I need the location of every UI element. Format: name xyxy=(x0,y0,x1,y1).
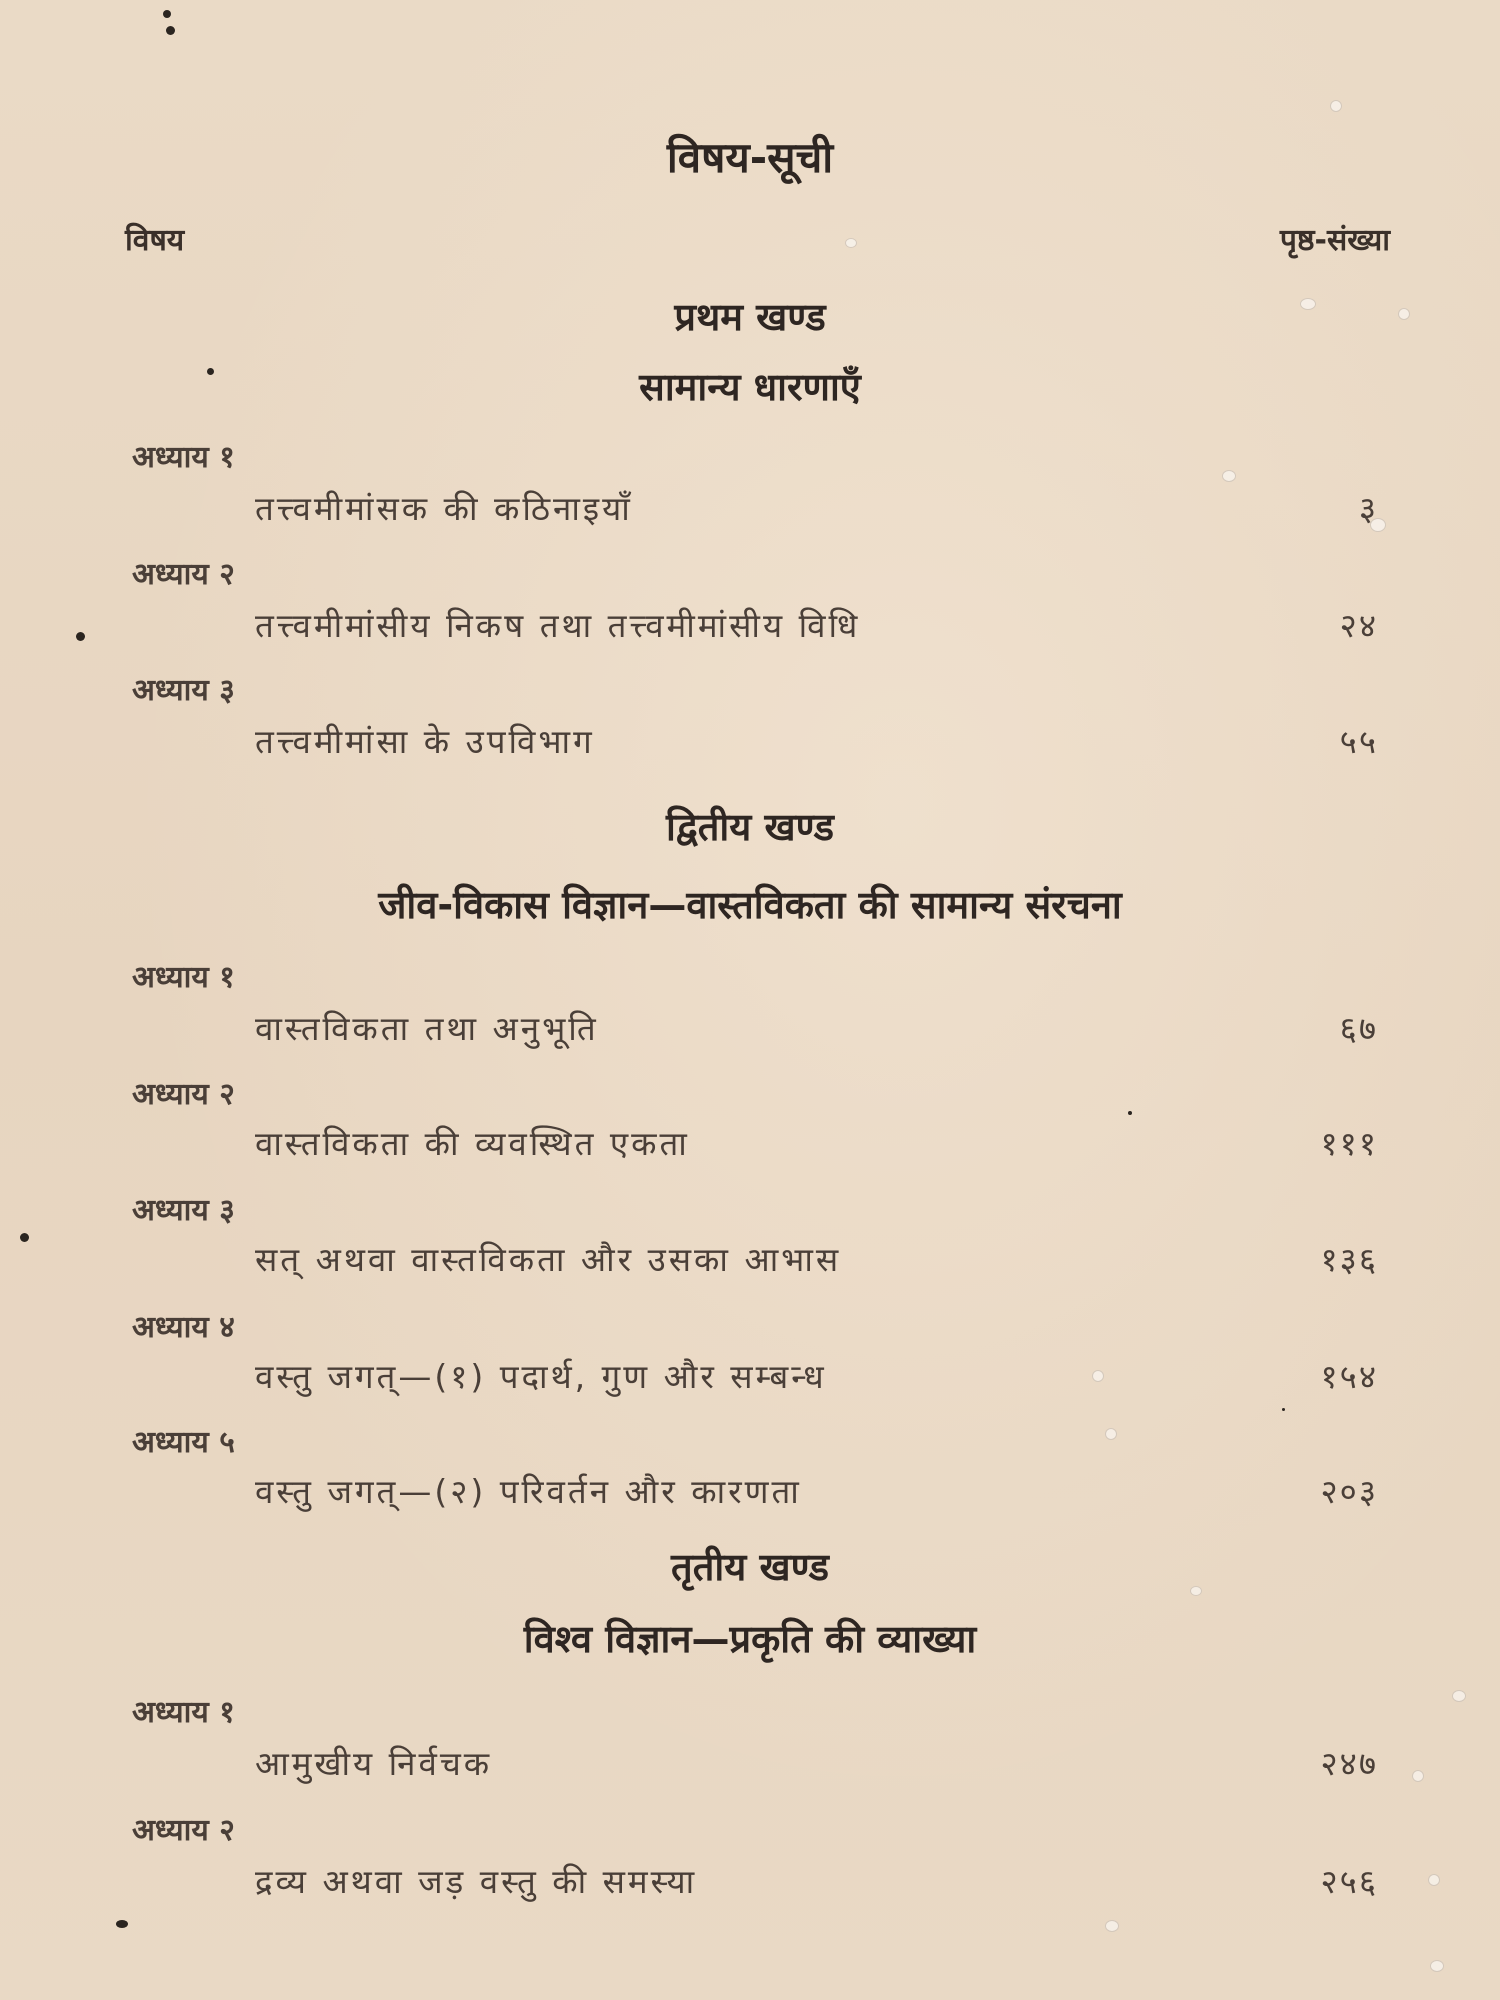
paper-speck xyxy=(116,1920,128,1928)
chapter-title: आमुखीय निर्वचक xyxy=(255,1744,493,1783)
column-header-subject: विषय xyxy=(125,223,185,258)
chapter-label: अध्याय ५ xyxy=(132,1425,235,1460)
chapter-title: वस्तु जगत्—(१) पदार्थ, गुण और सम्बन्ध xyxy=(255,1357,827,1396)
section-subtitle-3: विश्व विज्ञान—प्रकृति की व्याख्या xyxy=(523,1617,977,1661)
section-part-3: तृतीय खण्ड xyxy=(671,1545,829,1589)
section-part-2: द्वितीय खण्ड xyxy=(666,805,834,849)
chapter-page-number: ३ xyxy=(1358,489,1378,528)
chapter-label: अध्याय ३ xyxy=(132,1193,235,1228)
chapter-label: अध्याय १ xyxy=(132,960,235,995)
chapter-label: अध्याय २ xyxy=(132,557,235,592)
section-part-1: प्रथम खण्ड xyxy=(674,295,826,339)
paper-speck xyxy=(163,10,171,18)
chapter-page-number: १११ xyxy=(1320,1124,1378,1163)
chapter-page-number: २४७ xyxy=(1320,1744,1378,1783)
chapter-page-number: २०३ xyxy=(1320,1472,1378,1511)
chapter-page-number: २५६ xyxy=(1320,1862,1378,1901)
section-subtitle-2: जीव-विकास विज्ञान—वास्तविकता की सामान्य संरचना xyxy=(378,883,1122,927)
chapter-label: अध्याय १ xyxy=(132,1695,235,1730)
chapter-title: वास्तविकता तथा अनुभूति xyxy=(255,1009,599,1048)
chapter-label: अध्याय २ xyxy=(132,1813,235,1848)
chapter-title: तत्त्वमीमांसीय निकष तथा तत्त्वमीमांसीय विधि xyxy=(255,606,861,645)
paper-speck xyxy=(1105,1428,1117,1440)
paper-speck xyxy=(20,1233,29,1242)
paper-speck xyxy=(1222,470,1236,482)
chapter-title: द्रव्य अथवा जड़ वस्तु की समस्या xyxy=(255,1862,698,1901)
paper-speck xyxy=(1128,1111,1132,1115)
paper-speck xyxy=(1430,1960,1444,1972)
paper-speck xyxy=(1412,1770,1424,1782)
paper-speck xyxy=(1428,1874,1440,1886)
chapter-label: अध्याय ४ xyxy=(132,1310,235,1345)
chapter-page-number: २४ xyxy=(1339,606,1378,645)
chapter-page-number: ५५ xyxy=(1339,722,1378,761)
page-title: विषय-सूची xyxy=(666,133,834,182)
chapter-title: तत्त्वमीमांसा के उपविभाग xyxy=(255,722,595,761)
chapter-title: तत्त्वमीमांसक की कठिनाइयाँ xyxy=(255,489,633,528)
chapter-page-number: १५४ xyxy=(1320,1357,1378,1396)
paper-speck xyxy=(76,632,85,641)
chapter-page-number: १३६ xyxy=(1320,1240,1378,1279)
paper-speck xyxy=(1330,100,1342,112)
paper-speck xyxy=(845,238,857,248)
chapter-label: अध्याय ३ xyxy=(132,673,235,708)
section-subtitle-1: सामान्य धारणाएँ xyxy=(639,365,861,409)
chapter-title: वस्तु जगत्—(२) परिवर्तन और कारणता xyxy=(255,1472,802,1511)
chapter-label: अध्याय १ xyxy=(132,440,235,475)
chapter-label: अध्याय २ xyxy=(132,1077,235,1112)
paper-speck xyxy=(1092,1370,1104,1382)
chapter-title: सत् अथवा वास्तविकता और उसका आभास xyxy=(255,1240,842,1279)
paper-speck xyxy=(166,26,175,35)
paper-speck xyxy=(1282,1408,1285,1411)
paper-speck xyxy=(1105,1920,1119,1932)
column-header-page-number: पृष्ठ-संख्या xyxy=(1279,223,1390,258)
chapter-page-number: ६७ xyxy=(1339,1009,1378,1048)
paper-speck xyxy=(1452,1690,1466,1702)
chapter-title: वास्तविकता की व्यवस्थित एकता xyxy=(255,1124,690,1163)
